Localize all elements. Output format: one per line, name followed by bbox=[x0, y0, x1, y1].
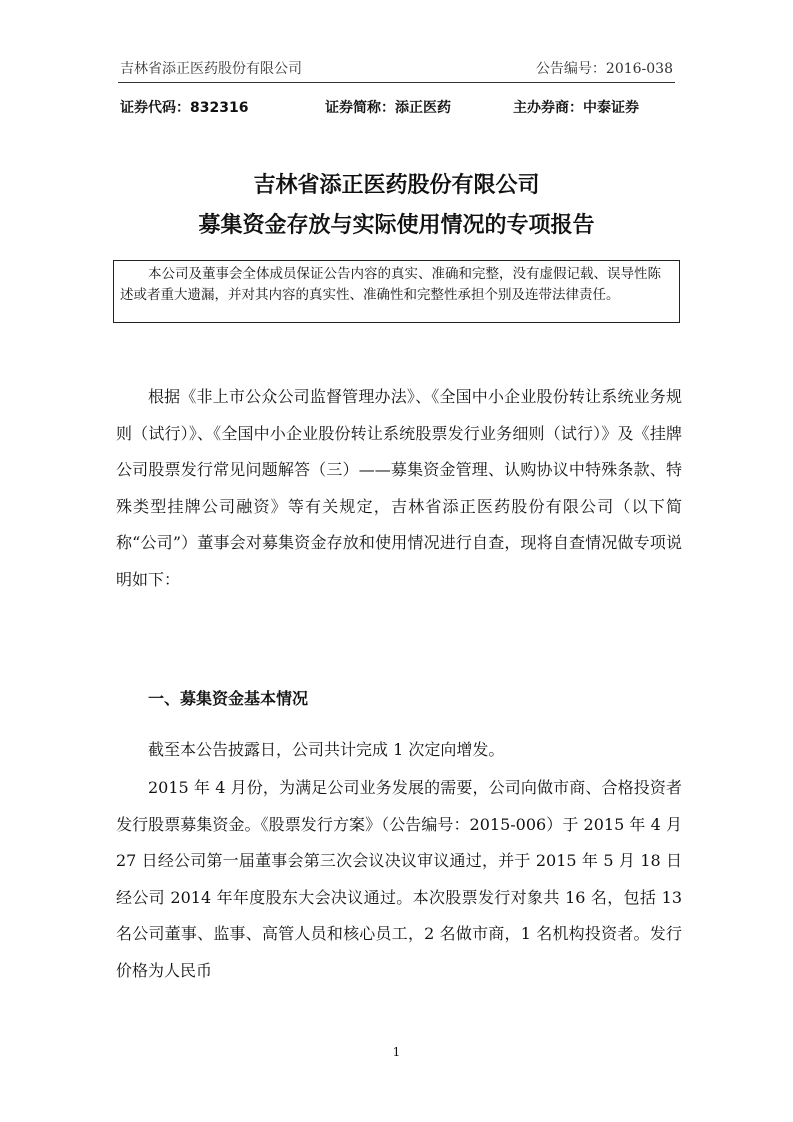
body-paragraph-2 bbox=[116, 732, 682, 769]
document-title-line1: 吉林省添正医药股份有限公司 bbox=[253, 173, 540, 198]
security-info-line bbox=[120, 97, 675, 119]
running-header bbox=[118, 58, 675, 83]
header-announcement-no: 公告编号：2016-038 bbox=[535, 61, 673, 77]
disclaimer-text: 本公司及董事会全体成员保证公告内容的真实、准确和完整，没有虚假记载、误导性陈述或者重大遗漏，并对其内容的真实性、准确性和完整性承担个别及连带法律责任。 bbox=[120, 266, 661, 303]
paragraph-text: 2015 年 4 月份，为满足公司业务发展的需要，公司向做市商、合格投资者发行股票募集资金。《股票发行方案》（公告编号：2015-006）于 2015 年 4 月 27 日经公司第一届董事会第三次会议决议审议通过，并于 2015 年 5 月 18 日经公司 2014 年年度股东大会决议通过。本次股票发行对象共 16 名，包括 13 名公司董事、监事、高管人员和核心员工，2 名做市商，1 名机构投资者。发行价格为人民币 bbox=[116, 778, 682, 980]
body-paragraph-1 bbox=[116, 379, 682, 598]
section-heading-1: 一、募集资金基本情况 bbox=[148, 689, 309, 708]
disclaimer-box bbox=[113, 260, 680, 323]
paragraph-text: 根据《非上市公众公司监督管理办法》、《全国中小企业股份转让系统业务规则（试行）》、《全国中小企业股份转让系统股票发行业务细则（试行）》及《挂牌公司股票发行常见问题解答（三）——募集资金管理、认购协议中特殊条款、特殊类型挂牌公司融资》等有关规定，吉林省添正医药股份有限公司（以下简称“公司”）董事会对募集资金存放和使用情况进行自查，现将自查情况做专项说明如下： bbox=[116, 387, 682, 589]
security-code: 证券代码：832316 bbox=[120, 100, 249, 116]
body-paragraph-3 bbox=[116, 770, 682, 989]
paragraph-text: 截至本公告披露日，公司共计完成 1 次定向增发。 bbox=[148, 740, 505, 759]
header-company: 吉林省添正医药股份有限公司 bbox=[120, 61, 302, 77]
sponsor-broker: 主办券商：中泰证券 bbox=[513, 100, 639, 116]
document-title-line2: 募集资金存放与实际使用情况的专项报告 bbox=[198, 213, 595, 238]
page-number: 1 bbox=[392, 1045, 401, 1059]
security-short-name: 证券简称：添正医药 bbox=[325, 100, 451, 116]
